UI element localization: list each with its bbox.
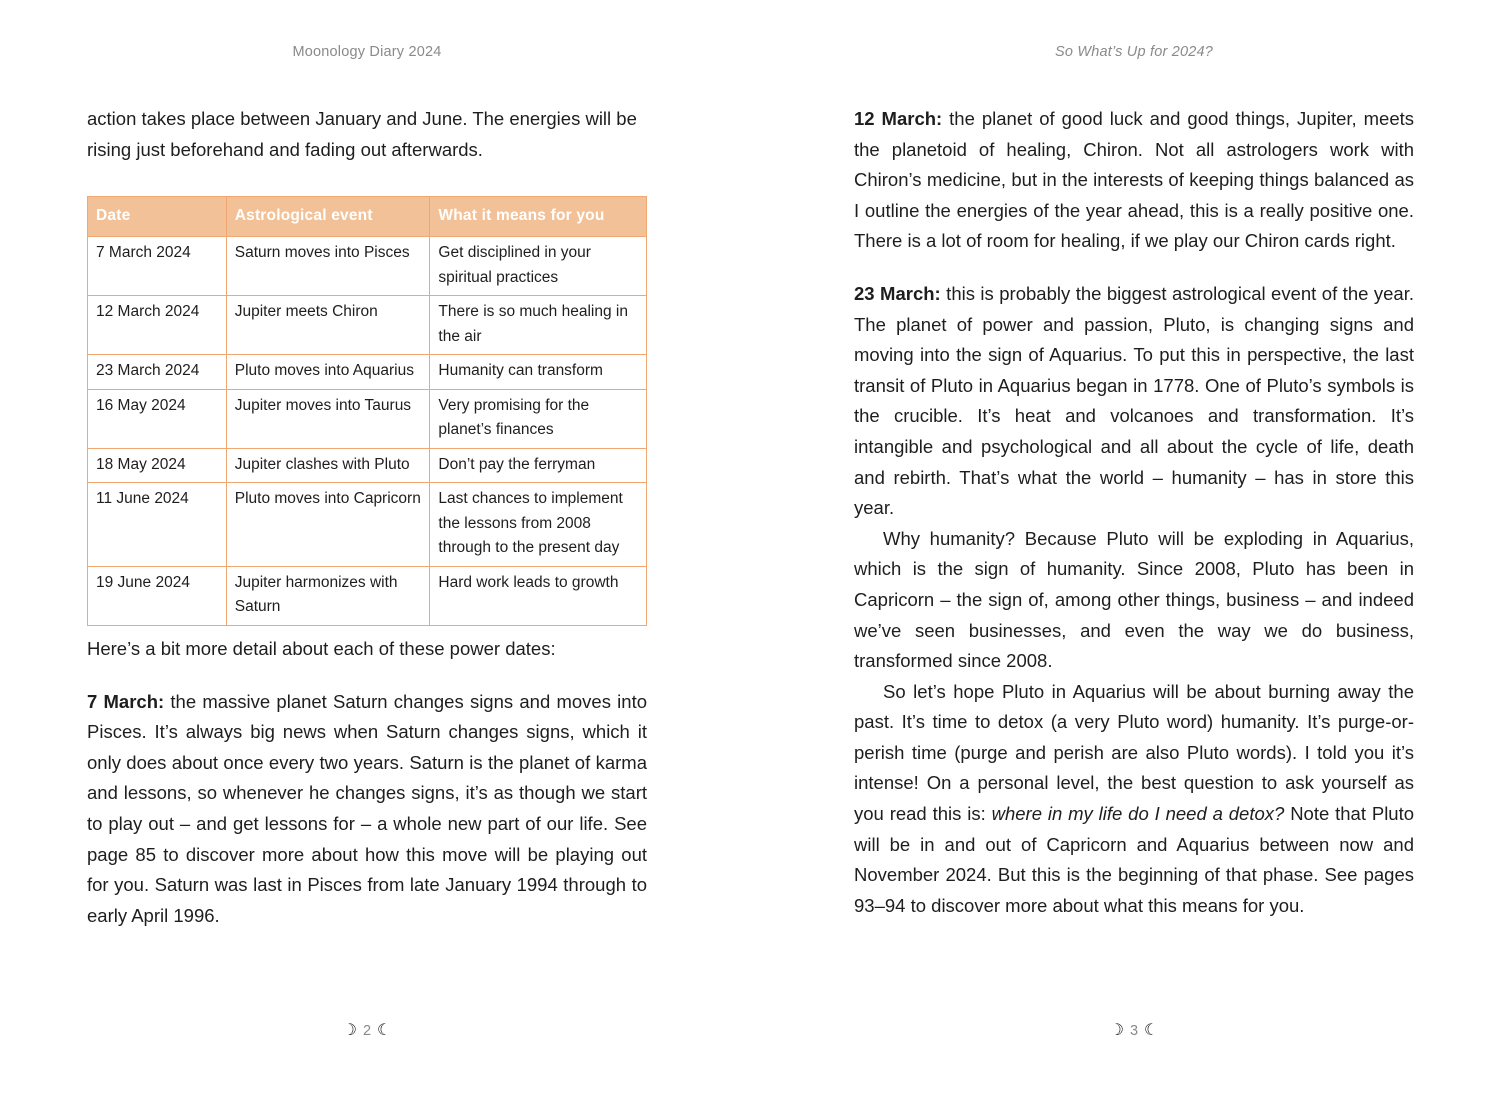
detox-text-before: So let’s hope Pluto in Aquarius will be about burning away the past. It’s time to detox (a very Pluto word) humanity. It’s purge-or-perish time (purge and perish are also Pluto words). I told you it’s intense! On a personal level, the best question to ask yourself as you read this is: [854,680,1414,825]
cell-event: Saturn moves into Pisces [226,237,430,296]
right-page [854,0,1414,1096]
march-12-text: the planet of good luck and good things, Jupiter, meets the planetoid of healing, Chiron. Not all astrologers work with Chiron’s medicine, but in the interests of keeping things balanced as I outline the energies of the year ahead, this is a really positive one. There is a lot of room for healing, if we play our Chiron cards right. [854,108,1414,252]
cell-meaning: Hard work leads to growth [430,566,647,625]
cell-date: 16 May 2024 [88,389,227,448]
table-row [88,296,647,355]
cell-date: 23 March 2024 [88,355,227,390]
march-7-text: the massive planet Saturn changes signs and moves into Pisces. It’s always big news when Saturn changes signs, which it only does about once every two years. Saturn is the planet of karma and lessons, so whenever he changes signs, it’s as though we start to play out – and get lessons for – a whole new part of our life. See page 85 to discover more about how this move will be playing out for you. Saturn was last in Pisces from late January 1994 through to early April 1996. [87,690,647,926]
cell-date: 19 June 2024 [88,566,227,625]
march-12-paragraph [854,104,1414,257]
folio-number: 2 [362,1023,372,1039]
detail-section [87,634,647,931]
march-7-paragraph [87,687,647,932]
cell-date: 11 June 2024 [88,483,227,567]
cell-event: Pluto moves into Capricorn [226,483,430,567]
header-event: Astrological event [226,197,430,237]
page-number-left [87,1020,647,1040]
humanity-paragraph: Why humanity? Because Pluto will be exploding in Aquarius, which is the sign of humanity. Since 2008, Pluto has been in Capricorn – the sign of, among other things, business – and indeed we’ve seen businesses, and even the way we do business, transformed since 2008. [854,527,1414,672]
march-23-paragraph [854,279,1414,524]
cell-meaning: Humanity can transform [430,355,647,390]
cell-date: 12 March 2024 [88,296,227,355]
detail-intro: Here’s a bit more detail about each of these power dates: [87,638,556,659]
cell-event: Jupiter harmonizes with Saturn [226,566,430,625]
folio-number: 3 [1129,1023,1139,1039]
waning-moon-icon: ☾ [377,1022,392,1039]
header-date: Date [88,197,227,237]
cell-event: Jupiter clashes with Pluto [226,448,430,483]
march-23-text: this is probably the biggest astrological event of the year. The planet of power and passion, Pluto, is changing signs and moving into the sign of Aquarius. To put this in perspective, the last transit of Pluto in Aquarius began in 1778. One of Pluto’s symbols is the crucible. It’s heat and volcanoes and transformation. It’s intangible and psychological and all about the cycle of life, death and rebirth. That’s what the world – humanity – has in store this year. [854,282,1414,519]
detox-question: where in my life do I need a detox? [991,803,1285,825]
table-row [88,355,647,390]
table-row [88,389,647,448]
power-dates-table [87,196,647,626]
cell-meaning: Very promising for the planet’s finances [430,389,647,448]
left-page [87,0,647,1096]
right-body [854,104,1414,921]
march-7-label: 7 March: [87,690,165,712]
page-number-right [854,1020,1414,1040]
waning-moon-icon: ☾ [1144,1022,1159,1039]
cell-date: 7 March 2024 [88,237,227,296]
table-header-row [88,197,647,237]
intro-text: action takes place between January and June. The energies will be rising just beforehand and fading out afterwards. [87,108,637,160]
table-row [88,566,647,625]
waxing-moon-icon: ☽ [1109,1022,1124,1039]
march-12-label: 12 March: [854,108,943,129]
cell-event: Jupiter meets Chiron [226,296,430,355]
detox-paragraph [854,677,1414,922]
detox-text-after: Note that Pluto will be in and out of Capricorn and Aquarius between now and November 2024. But this is the beginning of that phase. See pages 93–94 to discover more about what this means for you. [854,803,1415,916]
cell-date: 18 May 2024 [88,448,227,483]
running-head-right: So What’s Up for 2024? [1054,44,1214,60]
march-23-label: 23 March: [854,282,941,304]
cell-meaning: There is so much healing in the air [430,296,647,355]
header-meaning: What it means for you [430,197,647,237]
intro-paragraph [87,104,647,165]
table-row [88,483,647,567]
waxing-moon-icon: ☽ [342,1022,357,1039]
cell-meaning: Get disciplined in your spiritual practices [430,237,647,296]
table-row [88,237,647,296]
cell-meaning: Last chances to implement the lessons from 2008 through to the present day [430,483,647,567]
table-row [88,448,647,483]
cell-meaning: Don’t pay the ferryman [430,448,647,483]
running-head-left: Moonology Diary 2024 [292,44,442,60]
cell-event: Pluto moves into Aquarius [226,355,430,390]
cell-event: Jupiter moves into Taurus [226,389,430,448]
